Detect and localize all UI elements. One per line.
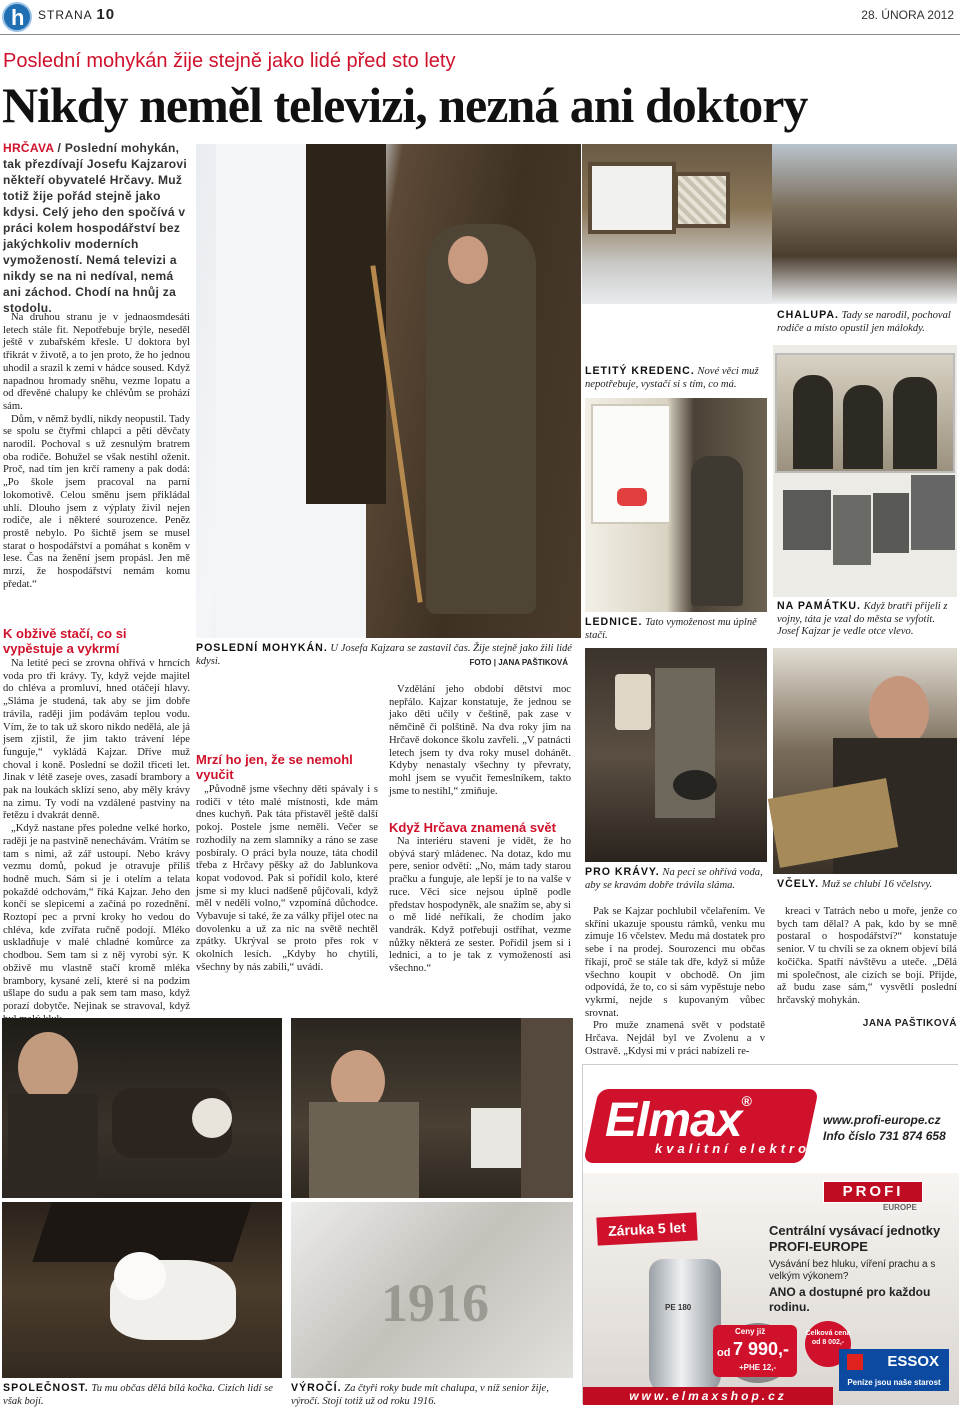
subhead-1: K obživě stačí, co si vypěstuje a vykrmí [3, 626, 127, 656]
article-col1b: Na letité peci se zrovna ohřívá v hrncích voda pro tři krávy. Ty, když vejde majitel do chléva a promluví, hned otáčejí hlavy. „Sláma je studená, tak aby se jim dobře trávila, raději jim podávám teplou vodu. Vím, že to tak už skoro nikdo nedělá, ale já jsem zjistil, že jim takto trávení lépe funguje,“ vykládá Kajzar. Dříve muž choval i koně. Poslední se dožil třiceti let. Jinak v létě zaseje oves, zasadí brambory a pak na loukách sklízí seno, aby měly krávy na zimu. Ty vodí na vzdálené pastviny na řetězu i dvakrát denně. „Když nastane přes poledne velké horko, raději je na pastvině nenechávám. Vrátím se tam s nimi, až zář ustoupí. Nebo krávy vezmu domů, pokud je otravuje příliš hodně much. Sám si je i otelím a telata pokaždé odchovám,“ říká Kajzar. Jeho den končí se slepicemi a začíná po rozednění. Roztopí pec a první kroky ho vedou do chléva, kde zvířata ručně podojí. Mléko uskladňuje v malé chladné komůrce za chodbou. Sem tam si z něj vyrobí sýr. K obživě mu vlastně stačí kromě mléka brambory, kysané zelí, které si na podzim ušlape do sudu a pak sem tam maso, když porazí dobytče. Nejinak se stravoval, když [3, 658, 190, 1012]
man-face [448, 236, 488, 284]
elmax-logo: Elmax® [605, 1093, 751, 1147]
photo-credit: FOTO | JANA PAŠTIKOVÁ [469, 658, 568, 667]
lead-paragraph: HRČAVA / Poslední mohykán, tak přezdívají Josefu Kajzarovi někteří obyvatelé Hrčavy. Muž totiž žije pořád stejně jako kdysi. Celý jeho den spočívá v práci kolem hospodářství bez jakýchkoliv moderních vymožeností. Nemá televizi a nikdy se na ni nedíval, nemá ani záchod. Chodí na hnůj za stodolu. [3, 141, 188, 315]
article-col2b: „Původně jsme všechny děti spávaly i s rodiči v této malé místnosti, kde mám dnes kuchyň. Pak táta přistavěl ještě další pokoj. Postele jsme neměli. Večer se rozhodily na zem slamníky a ráno se zase posbíraly. O práci byla nouze, táta chodil třeba z Hrčavy pěšky až do Jablunkova kopat vodovod. Pak si pořídil kolo, které jsme si my kluci nadšeně půjčovali, když měl v neděli volno,“ vzpomíná důchodce. Vybavuje si také, že za války přijel otec na dovolenku a už za nic na světě nechtěl zpátky. Ukrýval se proto přes rok v okolních lesích. „Kdyby ho chytili, všechny by nás zabili,“ uvádí. [196, 784, 378, 973]
profi-logo: PROFI [823, 1181, 923, 1203]
page-label: STRANA 10 [38, 6, 116, 23]
essox-slogan: Peníze jsou naše starost [839, 1375, 949, 1391]
article-col1: Na druhou stranu je v jednaosmdesáti letech stále fit. Nepotřebuje brýle, neseděl ještě v zubařském křesle. U doktora byl třikrát v životě, a to jen proto, že ho jednou uhodil a srazil k zemi v hádce soused. Když napadnou hromady sněhu, vezme lopatu a od dřevěné chalupy ke chlévům se prohází sám. Dům, v němž bydlí, nikdy neopustil. Tady se spolu se čtyřmi chlapci a pěti děvčaty narodil. Pochoval s už zesnulým bratrem oba rodiče. Bohužel se však nestihl oženit. Proč, nad tím jen krčí rameny a pak dodá: „Po škole jsem pracoval na parní lokomotivě. Celou směnu jsem přikládal uhlí. Dlouho jsem z výplaty živil nejen rodiče, ale i některé sourozence. Peněz prostě nebylo. Po šichtě jsem se musel starat o hospodářství a pomáhat s koněm v lese. Čas na ženění jsem propásl. Jen mě mrzí, že hospodářství nemám komu předat.“ [3, 312, 190, 590]
article-col3: Vzdělání jeho období dětství moc nepřálo. Kajzar konstatuje, že jednou se jako děti učily v češtině, pak zase v němčině či polštině. Na dva roky jim na Hrčavě dokonce školu zavřeli. „V patnácti letech jsem ty dva roky musel dohánět. Kdyby nenastaly všechny ty převraty, mohl jsem se vyučit řemeslníkem, takto jsme to nestihl,“ zmiňuje. [389, 684, 571, 797]
caption-vyroci: VÝROČÍ. Za čtyři roky bude mít chalupa, v níž senior žije, výročí. Stojí totiž už od roku 1916. [291, 1382, 549, 1407]
photo-kitchen [291, 1018, 573, 1198]
photo-vcely [773, 648, 957, 874]
caption-lednice: LEDNICE. Tato vymoženost mu úplně stačí. [585, 616, 757, 641]
article-col3c: Pak se Kajzar pochlubil včelařením. Ve skříni ukazuje spoustu rámků, venku mu zimuje 16 včelstev. Medu má dostatek pro sebe i na prodej. Sourozenci mu občas říkají, proč se stále tak dře, když si může všechno koupit v obchodě. On jim odpovídá, že to, co si sám vypěstuje nebo vykrmí, nejde s kupovaným vůbec srovnat. Pro muže znamená svět v podstatě Hrčava. Nejdál byl ve Zvolenu a v Ostravě. „Kdysi mi v práci nabízeli re- [585, 906, 765, 1057]
caption-pamatku: NA PAMÁTKU. Když bratři přijeli z vojny, táta je vzal do města se vyfotit. Josef Kajzar je vedle otce vlevo. [777, 600, 948, 637]
photo-chalupa [582, 144, 957, 304]
total-badge: Celková cena od 8 002,- [805, 1321, 851, 1367]
caption-vcely: VČELY. Muž se chlubí 16 včelstvy. [777, 878, 933, 890]
header-logo: h [2, 2, 32, 32]
kicker: Poslední mohykán žije stejně jako lidé před sto lety [3, 50, 456, 72]
caption-kredenc: LETITÝ KREDENC. Nové věci muž nepotřebuje, vystačí si s tím, co má. [585, 365, 759, 390]
headline: Nikdy neměl televizi, nezná ani doktory [2, 77, 808, 133]
ad-desc: Vysávání bez hluku, víření prachu a s velkým výkonem? [769, 1259, 936, 1282]
product-panel [583, 1173, 959, 1405]
photo-pamatku [773, 345, 957, 597]
author: JANA PAŠTIKOVÁ [862, 1018, 957, 1029]
subhead-3: Když Hrčava znamená svět [389, 820, 556, 835]
profi-sub: EUROPE [883, 1203, 917, 1212]
vacuum-model: PE 180 [665, 1303, 692, 1312]
caption-kravy: PRO KRÁVY. Na peci se ohřívá voda, aby se kravám dobře trávila sláma. [585, 866, 763, 891]
photo-kravy [585, 648, 767, 862]
man-figure [426, 224, 536, 614]
page-date: 28. ÚNORA 2012 [861, 8, 954, 22]
elmax-tagline: kvalitní elektro [655, 1141, 811, 1156]
caption-main: POSLEDNÍ MOHYKÁN. U Josefa Kajzara se zastavil čas. Žije stejně jako žili lidé kdysi. [196, 642, 573, 667]
caption-spolecnost: SPOLEČNOST. Tu mu občas dělá bílá kočka. Cizích lidí se však bojí. [3, 1382, 273, 1407]
photo-cows [2, 1018, 282, 1198]
photo-lednice [585, 398, 767, 612]
profi-phone: Info číslo 731 874 658 [823, 1129, 946, 1143]
vacuum-unit [649, 1259, 721, 1395]
header-rule [0, 34, 960, 35]
caption-chalupa: CHALUPA. Tady se narodil, pochoval rodiče a místo opustil jen málokdy. [777, 309, 951, 334]
elmax-banner [583, 1065, 959, 1173]
essox-logo: ESSOX [839, 1349, 949, 1375]
shop-url[interactable]: www.elmaxshop.cz [583, 1387, 833, 1405]
ad-heading: Centrální vysávací jednotky PROFI-EUROPE [769, 1223, 941, 1254]
article-col4b: kreaci v Tatrách nebo u moře, jenže co bych tam dělal? A pak, kdo by se mně postaral o hospodářství?“ konstatuje senior. V tu chvíli se za oknem objeví bílá kočička. Spatří návštěvu a uteče. „Dělá mi společnost, ale cizích se bojí. Přijde, až budu zase sám,“ vysvětlí poslední hrčavský mohykán. [777, 906, 957, 1006]
advertisement[interactable] [582, 1064, 958, 1404]
warranty-badge: Záruka 5 let [596, 1212, 697, 1245]
photo-cat [2, 1202, 282, 1378]
main-photo [196, 144, 581, 638]
subhead-2: Mrzí ho jen, že se nemohl vyučit [196, 752, 353, 782]
price-box: Ceny již od 7 990,- +PHE 12,- [713, 1325, 797, 1377]
year-carving: 1916 [381, 1273, 489, 1333]
ad-cta: ANO a dostupné pro každou rodinu. [769, 1285, 931, 1314]
article-col2-continued [196, 684, 378, 744]
article-col3b: Na interiéru staveni je vidět, že ho obývá starý mládenec. Na dotaz, kdo mu pere, senior odvětí: „No, mám tady starou pračku a funguje, ale lepší je to na valše v ruce. Věci sice nejsou úplně podle představ hospodyněk, ale snažím se, aby si o mě lidé neříkali, že chodím jako vandrák. Když potřebuji ostříhat, vezme nůžky některá ze sester. Pořídil jsem si i lednici, a to je tak z vymožeností asi všechno.“ [389, 836, 571, 975]
profi-web[interactable]: www.profi-europe.cz [823, 1113, 941, 1127]
photo-wall-inscription [291, 1202, 573, 1378]
